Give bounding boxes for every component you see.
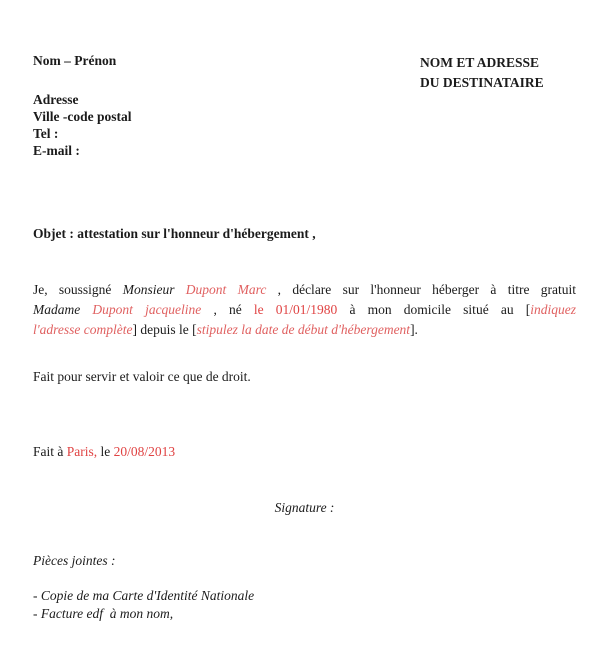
text-segment: l'adresse complète — [33, 322, 133, 337]
text-segment: Monsieur — [122, 282, 186, 297]
text-segment: le — [97, 444, 114, 459]
sender-details-block — [33, 91, 132, 159]
text-segment: Fait à — [33, 444, 67, 459]
text-segment: Dupont jacqueline — [92, 302, 202, 317]
text-segment: 20/08/2013 — [113, 444, 176, 459]
sender-phone-label: Tel : — [33, 126, 59, 141]
sender-city-label: Ville -code postal — [33, 109, 132, 124]
attachment-item: - Facture edf à mon nom, — [33, 605, 174, 621]
text-segment: Dupont Marc — [185, 282, 267, 297]
sender-email-label: E-mail : — [33, 143, 80, 158]
attachment-item: - Copie de ma Carte d'Identité Nationale — [33, 588, 255, 603]
body-line — [33, 300, 576, 320]
body-line — [33, 320, 576, 340]
text-segment: stipulez la date de début d'hébergement — [196, 322, 411, 337]
sender-address-label: Adresse — [33, 92, 79, 107]
attachments-title: Pièces jointes : — [33, 553, 116, 568]
recipient-line1: NOM ET ADRESSE — [420, 55, 540, 70]
body-paragraph — [33, 280, 576, 340]
signature-label: Signature : — [274, 500, 335, 515]
text-segment: indiquez — [530, 302, 576, 317]
text-segment: , né — [201, 302, 254, 317]
subject-line: Objet : attestation sur l'honneur d'hébergement , — [33, 226, 316, 241]
text-segment: le 01/01/1980 — [253, 302, 338, 317]
text-segment: Paris, — [66, 444, 98, 459]
text-segment: , déclare sur l'honneur héberger à titre gratuit — [266, 282, 576, 297]
body-line — [33, 280, 576, 300]
recipient-line2: DU DESTINATAIRE — [420, 75, 544, 90]
place-date-line — [33, 444, 175, 460]
text-segment: à mon domicile situé au [ — [337, 302, 531, 317]
text-segment: Madame — [33, 302, 93, 317]
text-segment: Je, soussigné — [33, 282, 123, 297]
text-segment: ]. — [410, 322, 418, 337]
recipient-block — [420, 53, 544, 93]
attachments-list — [33, 587, 254, 622]
sender-name-label: Nom – Prénon — [33, 53, 117, 68]
text-segment: ] depuis le [ — [132, 322, 197, 337]
closing-line: Fait pour servir et valoir ce que de droit. — [33, 369, 251, 384]
